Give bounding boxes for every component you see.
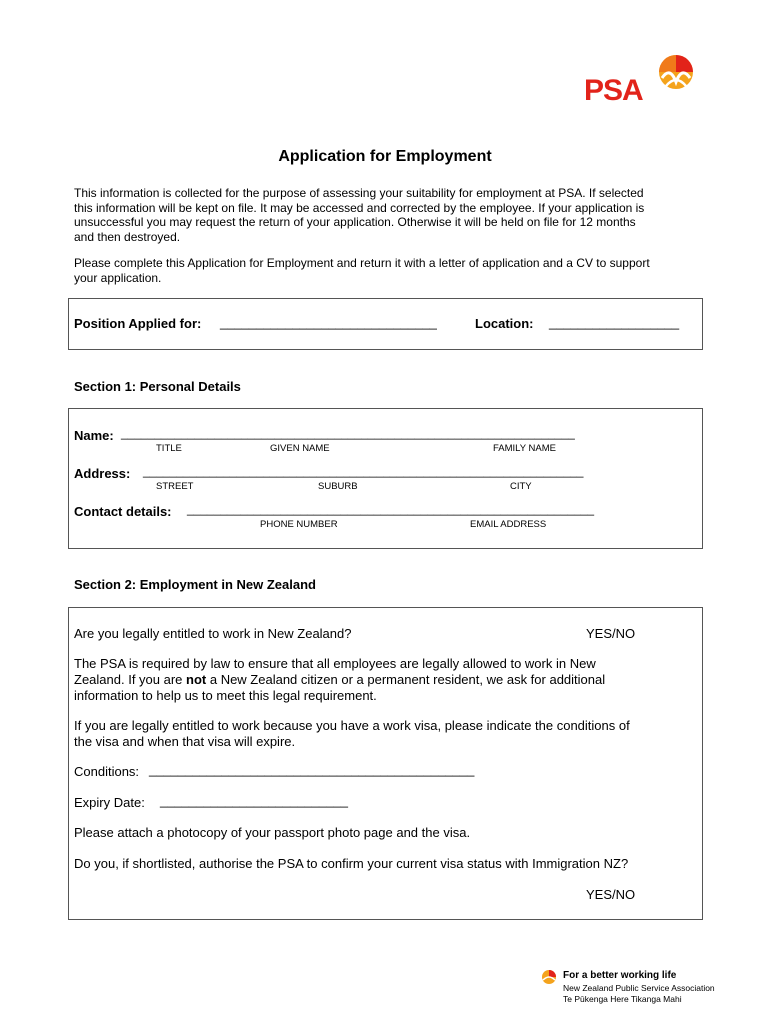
address-label: Address:	[74, 466, 131, 481]
name-sub-title: TITLE	[156, 443, 182, 454]
legal-emphasis: not	[186, 672, 207, 687]
contact-sub-phone: PHONE NUMBER	[260, 519, 338, 530]
legal-line: information to help us to meet this legal requirement.	[74, 688, 377, 703]
location-field[interactable]: __________________	[549, 315, 680, 330]
contact-label: Contact details:	[74, 504, 172, 519]
name-sub-given: GIVEN NAME	[270, 443, 330, 454]
name-sub-family: FAMILY NAME	[493, 443, 556, 454]
instructions-paragraph	[74, 256, 704, 285]
footer-org: New Zealand Public Service Association	[563, 983, 715, 993]
footer-tagline: For a better working life	[563, 970, 677, 981]
address-sub-suburb: SUBURB	[318, 481, 358, 492]
legal-line	[74, 672, 694, 688]
address-sub-street: STREET	[156, 481, 194, 492]
legal-text: a New Zealand citizen or a permanent resident, we ask for additional	[206, 672, 606, 687]
expiry-field[interactable]: __________________________	[160, 793, 348, 808]
section1-heading: Section 1: Personal Details	[74, 379, 241, 394]
conditions-field[interactable]: _____________________________________________	[149, 762, 475, 777]
intro-line: this information will be kept on file. It may be accessed and corrected by the employee. If your application is	[74, 200, 645, 215]
footer-maori: Te Pūkenga Here Tikanga Mahi	[563, 994, 682, 1004]
position-field[interactable]: ______________________________	[220, 315, 437, 330]
authorise-answer[interactable]: YES/NO	[586, 887, 636, 902]
position-label: Position Applied for:	[74, 316, 202, 331]
name-label: Name:	[74, 428, 114, 443]
legal-paragraph	[74, 656, 694, 704]
instructions-line: your application.	[74, 270, 162, 285]
legal-text: Zealand. If you are	[74, 672, 187, 687]
address-field[interactable]: __________________________________________________________________	[143, 464, 584, 478]
name-field[interactable]: ____________________________________________________________________	[121, 426, 575, 440]
location-label: Location:	[475, 316, 534, 331]
intro-line: unsuccessful you may request the return of your application. Otherwise it will be held on file for 12 months	[74, 215, 636, 229]
intro-line: This information is collected for the purpose of assessing your suitability for employment at PSA. If selected	[74, 186, 644, 200]
entitled-answer[interactable]: YES/NO	[586, 626, 636, 641]
visa-line: the visa and when that visa will expire.	[74, 734, 296, 749]
psa-logo-icon	[656, 52, 696, 92]
address-sub-city: CITY	[510, 481, 532, 492]
expiry-label: Expiry Date:	[74, 795, 145, 810]
section2-heading: Section 2: Employment in New Zealand	[74, 577, 316, 592]
intro-line: and then destroyed.	[74, 229, 181, 244]
employment-box	[68, 607, 703, 920]
visa-paragraph	[74, 718, 694, 750]
psa-footer-icon	[541, 969, 557, 985]
intro-paragraph	[74, 186, 704, 244]
page-title: Application for Employment	[278, 148, 492, 165]
entitled-question: Are you legally entitled to work in New Zealand?	[74, 626, 352, 641]
visa-line: If you are legally entitled to work because you have a work visa, please indicate the conditions of	[74, 718, 630, 733]
psa-logo	[584, 52, 696, 108]
contact-field[interactable]: _____________________________________________________________	[187, 502, 595, 516]
legal-line: The PSA is required by law to ensure that all employees are legally allowed to work in New	[74, 656, 596, 671]
personal-details-box	[68, 408, 703, 549]
conditions-label: Conditions:	[74, 764, 140, 779]
authorise-question: Do you, if shortlisted, authorise the PSA to confirm your current visa status with Immigration NZ?	[74, 856, 629, 871]
contact-sub-email: EMAIL ADDRESS	[470, 519, 547, 530]
position-box	[68, 298, 703, 350]
instructions-line: Please complete this Application for Employment and return it with a letter of application and a CV to support	[74, 256, 650, 270]
attach-instruction: Please attach a photocopy of your passport photo page and the visa.	[74, 825, 471, 840]
logo-text: PSA	[584, 74, 643, 107]
